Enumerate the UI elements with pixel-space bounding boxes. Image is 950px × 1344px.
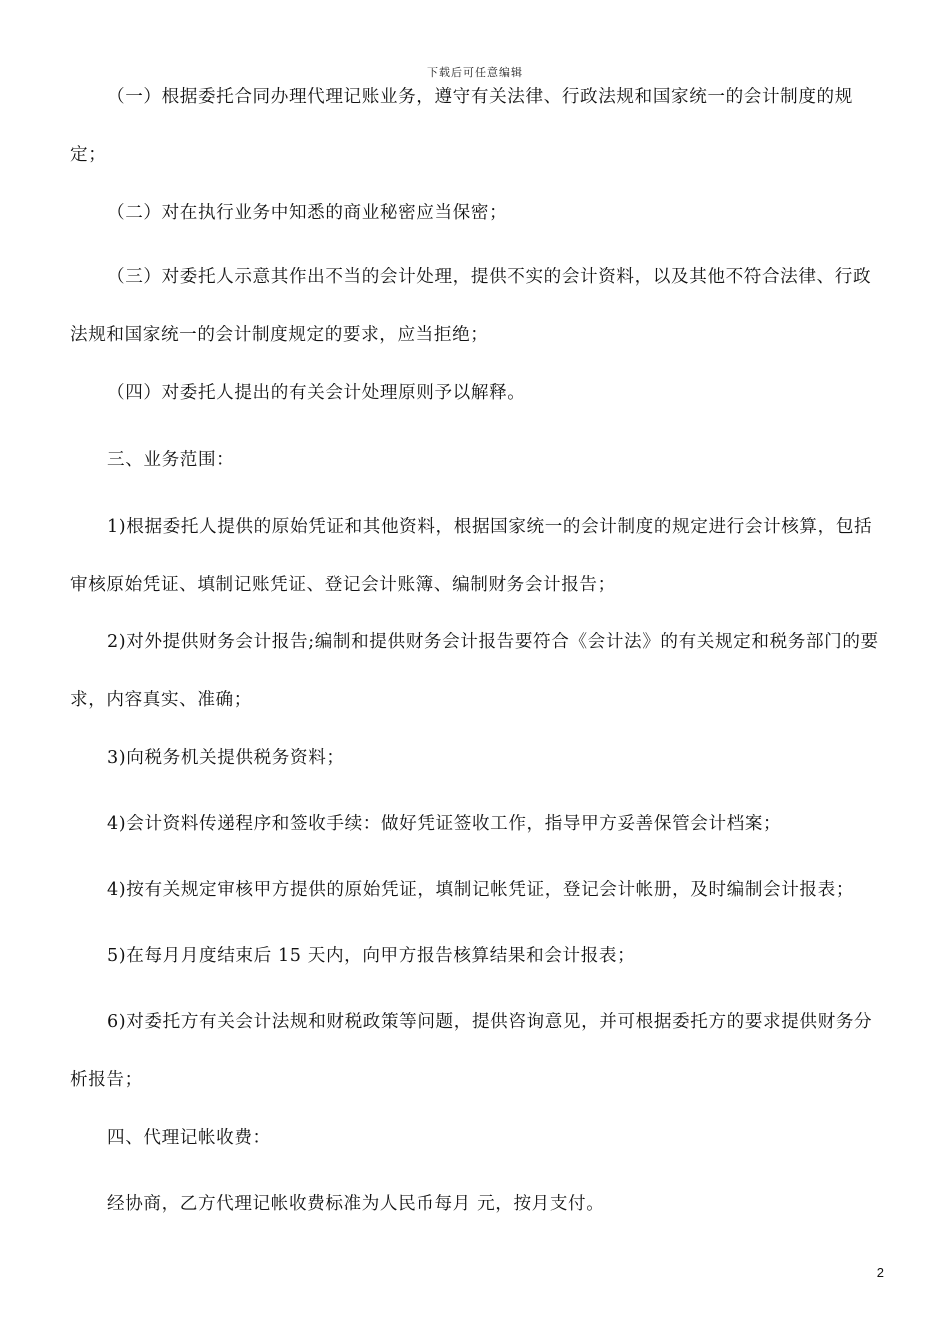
paragraph-duty-2: （二）对在执行业务中知悉的商业秘密应当保密；	[107, 203, 508, 223]
paragraph-scope-2: 2)对外提供财务会计报告;编制和提供财务会计报告要符合《会计法》的有关规定和税务部门的要求，内容真实、准确；	[70, 632, 879, 710]
paragraph-duty-3: （三）对委托人示意其作出不当的会计处理，提供不实的会计资料，以及其他不符合法律、行政法规和国家统一的会计制度规定的要求，应当拒绝；	[70, 267, 872, 345]
section-heading-fee: 四、代理记帐收费：	[107, 1128, 271, 1148]
paragraph-duty-4: （四）对委托人提出的有关会计处理原则予以解释。	[107, 383, 526, 403]
paragraph-scope-1: 1)根据委托人提供的原始凭证和其他资料，根据国家统一的会计制度的规定进行会计核算，包括审核原始凭证、填制记账凭证、登记会计账簿、编制财务会计报告；	[70, 517, 873, 595]
paragraph-scope-3: 3)向税务机关提供税务资料；	[107, 748, 345, 768]
page-number: 2	[876, 1265, 884, 1280]
paragraph-scope-6: 6)对委托方有关会计法规和财税政策等问题，提供咨询意见，并可根据委托方的要求提供财务分析报告；	[70, 1012, 873, 1090]
paragraph-fee: 经协商，乙方代理记帐收费标准为人民币每月 元，按月支付。	[107, 1194, 605, 1214]
section-heading-scope: 三、业务范围：	[107, 450, 235, 470]
paragraph-scope-5: 5)在每月月度结束后 15 天内，向甲方报告核算结果和会计报表；	[107, 946, 636, 966]
header-note: 下载后可任意编辑	[427, 66, 523, 79]
paragraph-duty-1: （一）根据委托合同办理代理记账业务，遵守有关法律、行政法规和国家统一的会计制度的规定；	[70, 87, 853, 165]
paragraph-scope-4b: 4)按有关规定审核甲方提供的原始凭证，填制记帐凭证，登记会计帐册，及时编制会计报表；	[107, 880, 855, 900]
paragraph-scope-4a: 4)会计资料传递程序和签收手续：做好凭证签收工作，指导甲方妥善保管会计档案；	[107, 814, 782, 834]
